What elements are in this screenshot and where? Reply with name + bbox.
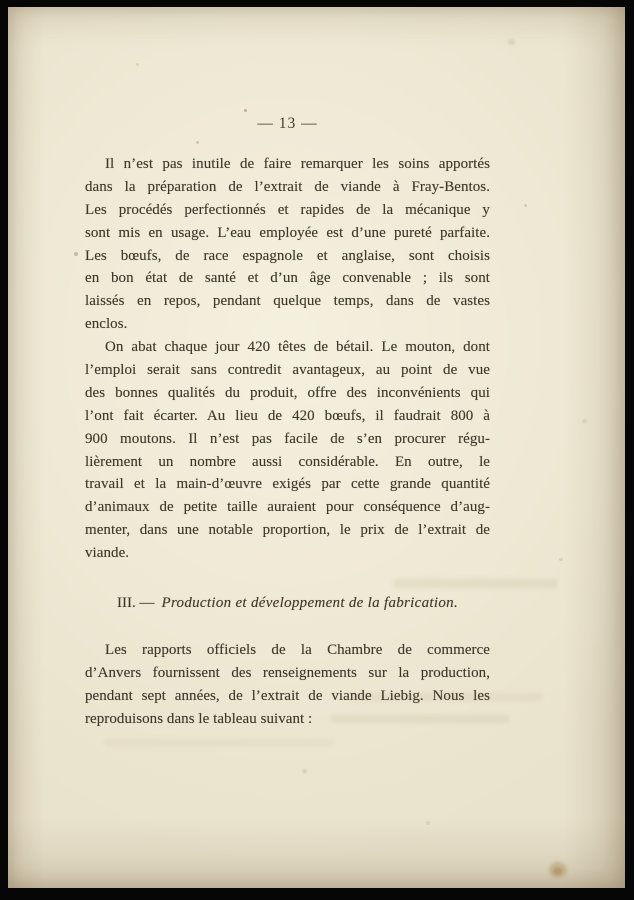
text-line: en bon état de santé et d’un âge convenable ; ils sont [85, 270, 490, 287]
verso-bleed [104, 739, 334, 747]
text-line: Les procédés perfectionnés et rapides de la mécanique y [85, 201, 490, 218]
text-line: l’emploi serait sans contredit avantageux, au point de vue [85, 362, 490, 379]
ink-speck [524, 204, 527, 207]
text-line: dans la préparation de l’extrait de viande à Fray-Bentos. [85, 178, 490, 195]
section-title: Production et développement de la fabrication. [161, 595, 458, 612]
text-line: d’animaux de petite taille auraient pour conséquence d’aug- [85, 499, 490, 516]
paper-stain [553, 867, 562, 875]
text-line: On abat chaque jour 420 têtes de bétail. Le mouton, dont [105, 339, 490, 356]
section-numeral: III. — [116, 595, 155, 612]
ink-speck [426, 821, 430, 825]
text-line: laissés en repos, pendant quelque temps, dans de vastes [85, 293, 490, 310]
text-line: enclos. [85, 316, 128, 333]
text-line: reproduisons dans le tableau suivant : [85, 710, 313, 727]
scanned-page [8, 7, 625, 888]
text-line: lièrement un nombre aussi considérable. En outre, le [85, 453, 490, 470]
ink-speck [559, 558, 563, 561]
text-line: pendant sept années, de l’extrait de viande Liebig. Nous les [85, 687, 490, 704]
ink-speck [136, 63, 139, 66]
ink-speck [582, 419, 587, 423]
section-heading [85, 591, 490, 615]
ink-speck [196, 141, 199, 144]
text-line: des bonnes qualités du produit, offre des inconvénients qui [85, 384, 490, 401]
paragraph-abattage [85, 336, 490, 565]
text-line: travail et la main-d’œuvre exigés par cette grande quantité [85, 476, 490, 493]
paragraph-soins [85, 153, 490, 336]
ink-speck [302, 769, 307, 774]
ink-speck [508, 39, 515, 45]
page-number: — 13 — [257, 115, 318, 132]
text-line: sont mis en usage. L’eau employée est d’une pureté parfaite. [85, 224, 490, 241]
verso-bleed [393, 579, 558, 588]
text-line: d’Anvers fournissent des renseignements sur la production, [85, 664, 490, 681]
text-line: viande. [85, 545, 130, 562]
text-line: 900 moutons. Il n’est pas facile de s’en procurer régu- [85, 430, 490, 447]
text-line: l’ont fait écarter. Au lieu de 420 bœufs, il faudrait 800 à [85, 407, 490, 424]
ink-speck [244, 109, 247, 112]
text-line: Les rapports officiels de la Chambre de commerce [105, 642, 490, 659]
text-line: Il n’est pas inutile de faire remarquer les soins apportés [105, 156, 490, 172]
paragraph-rapports [85, 639, 490, 731]
text-line: Les bœufs, de race espagnole et anglaise, sont choisis [85, 247, 490, 264]
text-line: menter, dans une notable proportion, le prix de l’extrait de [85, 522, 490, 539]
paper-stain [549, 862, 567, 878]
ink-speck [74, 252, 78, 256]
